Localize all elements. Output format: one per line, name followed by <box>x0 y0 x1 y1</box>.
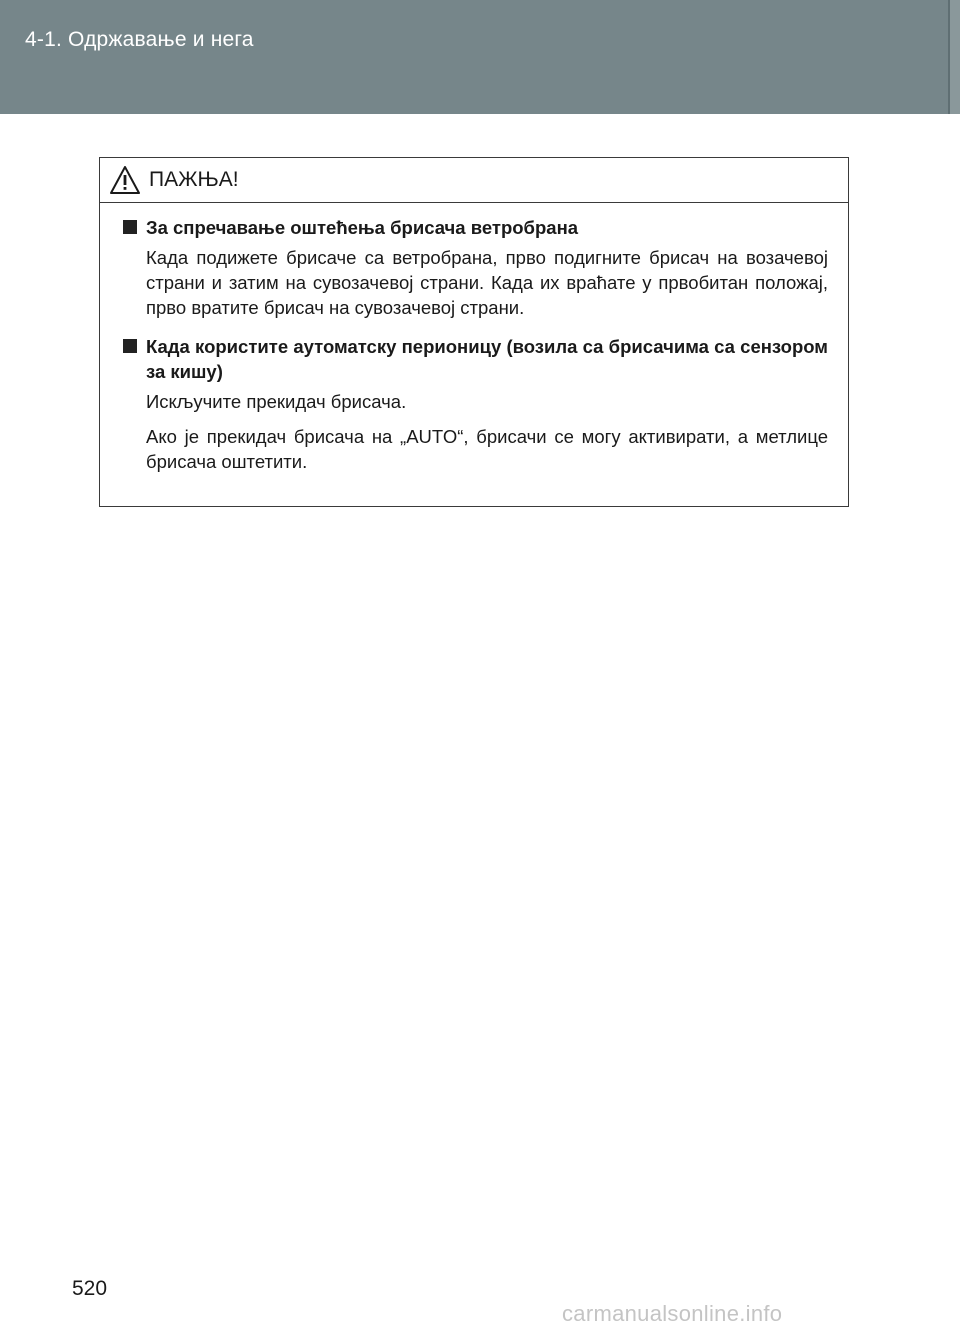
caution-item <box>120 215 828 320</box>
caution-item-heading: Када користите аутоматску перионицу (возила са брисачима са сензором за кишу) <box>146 336 828 382</box>
caution-item-paragraph: Ако је прекидач брисача на „AUTO“, брисачи се могу активирати, а метлице брисача оштетити. <box>146 426 828 472</box>
caution-header <box>100 158 848 203</box>
caution-body <box>100 203 848 474</box>
caution-title: ПАЖЊА! <box>149 168 239 191</box>
caution-item-paragraph: Када подижете брисаче са ветробрана, прво подигните брисач на возачевој страни и затим на сувозачевој страни. Када их враћате у првобитан положај, прво вратите брисач на сувозачевој страни. <box>146 247 828 318</box>
caution-item-paragraph: Искључите прекидач брисача. <box>146 391 407 412</box>
caution-box <box>99 157 849 507</box>
page-number: 520 <box>72 1277 108 1300</box>
warning-triangle-icon <box>109 165 141 195</box>
section-title: 4-1. Одржавање и нега <box>25 28 254 51</box>
header-band <box>0 0 960 114</box>
square-bullet-icon <box>123 339 137 353</box>
caution-item <box>120 334 828 474</box>
thumb-index-tab <box>950 0 960 114</box>
square-bullet-icon <box>123 220 137 234</box>
watermark: carmanualsonline.info <box>562 1301 783 1326</box>
caution-item-heading: За спречавање оштећења брисача ветробрана <box>146 217 579 238</box>
